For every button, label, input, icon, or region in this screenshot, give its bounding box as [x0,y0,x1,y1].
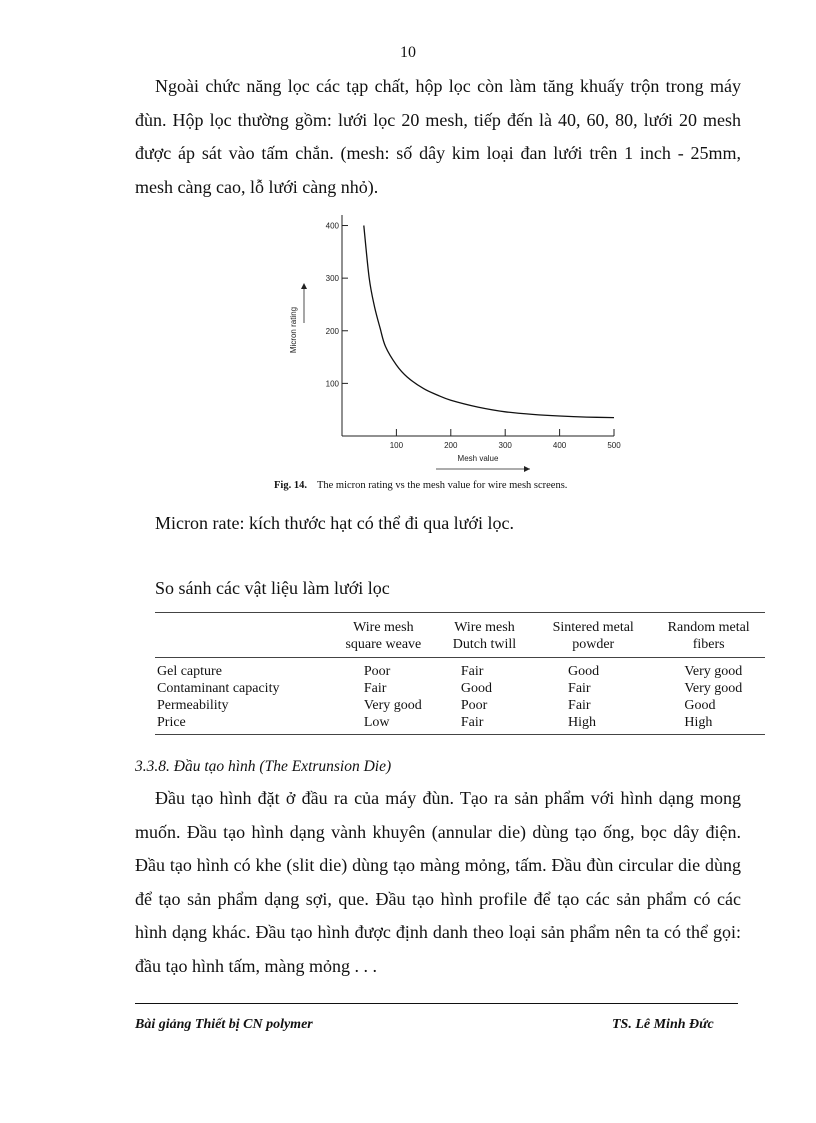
table-row [155,680,765,697]
row-label: Permeability [157,698,229,713]
intro-paragraph-text: Ngoài chức năng lọc các tạp chất, hộp lọc còn làm tăng khuấy trộn trong máy đùn. Hộp lọc thường gồm: lưới lọc 20 mesh, tiếp đến là 40, 60, 80, lưới 20 mesh được áp sát vào tấm chắn. (mesh: số dây kim loại đan lưới trên 1 inch - 25mm, mesh càng cao, lỗ lưới càng nhỏ). [135,76,741,197]
table-cell: Fair [460,664,484,679]
table-header-col [534,613,652,658]
header-line: Wire mesh [454,620,515,635]
table-header-row [155,613,765,658]
die-paragraph [135,782,741,983]
table-cell: Poor [460,698,488,713]
x-tick-label: 200 [444,441,458,450]
row-label: Contaminant capacity [157,681,280,696]
y-axis-ticks [326,222,348,389]
table-header-col [652,613,765,658]
x-axis-arrowhead [524,466,530,472]
x-tick-label: 300 [498,441,512,450]
x-tick-label: 100 [389,441,404,450]
y-tick-label: 400 [325,221,339,231]
figure-caption-text: The micron rating vs the mesh value for wire mesh screens. [316,480,568,491]
table-row [155,697,765,714]
header-line: Sintered metal [552,620,634,635]
table-header-col [332,613,435,658]
header-line: fibers [692,637,725,652]
comparison-heading: So sánh các vật liệu làm lưới lọc [155,578,390,598]
footer-course-title: Bài giảng Thiết bị CN polymer [135,1017,313,1032]
footer-divider [135,1003,738,1004]
table-cell: Fair [568,698,591,713]
intro-paragraph [135,70,741,204]
table-cell: High [568,715,597,730]
table-cell: Fair [568,681,591,696]
table-cell: Good [684,698,716,713]
table-header-col [435,613,534,658]
table-row [155,714,765,735]
row-label: Gel capture [157,664,222,679]
micron-rating-chart [268,205,648,505]
table-row [155,658,765,681]
table-header-empty [155,613,332,658]
figure-caption-label: Fig. 14. [274,480,307,491]
table-cell: Good [460,681,493,696]
header-line: Wire mesh [353,620,414,635]
table-cell: Good [568,664,600,679]
section-heading: 3.3.8. Đầu tạo hình (The Extrunsion Die) [135,758,392,775]
header-line: Random metal [667,620,750,635]
y-tick-label: 200 [325,326,339,336]
table-cell: High [684,715,713,730]
x-axis-ticks [390,429,621,450]
table-cell: Very good [684,664,743,679]
y-axis-arrowhead [301,283,307,289]
header-line: Dutch twill [452,637,517,652]
table-cell: Fair [460,715,484,730]
y-tick-label: 300 [325,274,339,284]
chart-svg [268,205,648,475]
micron-rate-definition: Micron rate: kích thước hạt có thể đi qua lưới lọc. [155,513,514,533]
x-axis-label: Mesh value [457,454,499,463]
table-cell: Very good [363,698,422,713]
x-tick-label: 500 [607,441,621,450]
y-axis-label: Micron rating [289,306,298,354]
page-number: 10 [400,44,416,61]
y-tick-label: 100 [325,379,339,389]
filter-material-table [155,612,765,735]
table-cell: Very good [684,681,743,696]
header-line: powder [572,637,615,652]
figure-caption [274,480,567,491]
die-paragraph-text: Đầu tạo hình đặt ở đầu ra của máy đùn. Tạo ra sản phẩm với hình dạng mong muốn. Đầu tạo hình dạng vành khuyên (annular die) dùng tạo ống, bọc dây điện. Đầu tạo hình có khe (slit die) dùng tạo màng mỏng, tấm. Đầu đùn circular die dùng để tạo sản phẩm dạng sợi, que. Đầu tạo hình profile để tạo các sản phẩm có các hình dạng khác. Đầu tạo hình được định danh theo loại sản phẩm nên ta có thể gọi: đầu tạo hình tấm, màng mỏng . . . [135,788,741,976]
table-cell: Poor [363,664,391,679]
header-line: square weave [345,637,422,652]
footer-author: TS. Lê Minh Đức [612,1017,714,1032]
row-label: Price [157,715,186,730]
table-cell: Low [363,715,390,730]
micron-rating-curve [364,226,614,418]
x-tick-label: 400 [552,441,567,450]
table-cell: Fair [363,681,387,696]
comparison-table [155,612,765,735]
